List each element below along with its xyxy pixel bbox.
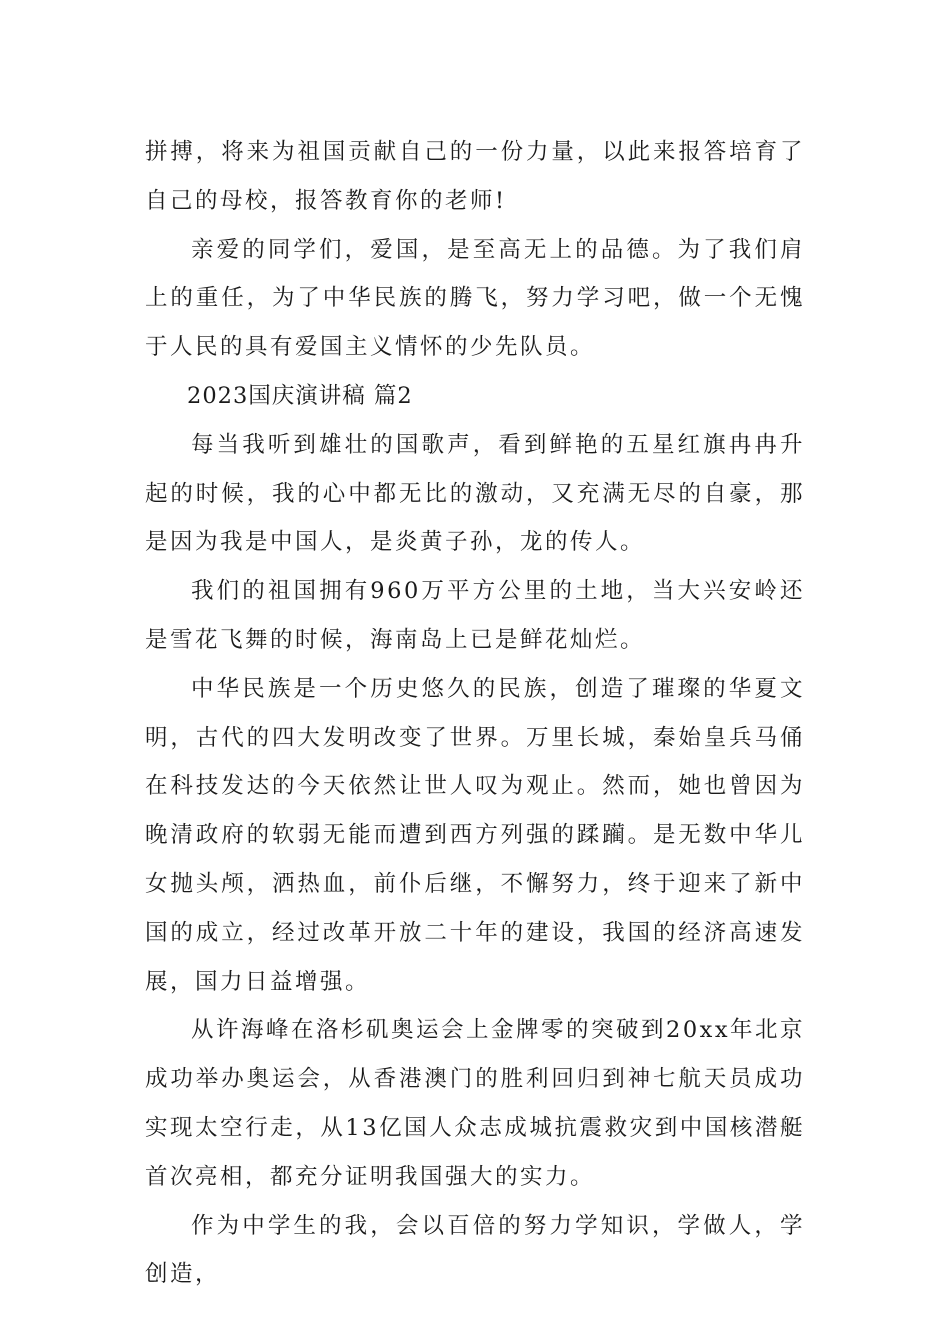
paragraph-continuation: 拼搏，将来为祖国贡献自己的一份力量，以此来报答培育了自己的母校，报答教育你的老师! (145, 139, 805, 214)
section-heading: 2023国庆演讲稿 篇2 (187, 382, 413, 409)
document-body (145, 128, 805, 1299)
paragraph: 作为中学生的我，会以百倍的努力学知识，学做人，学创造， (145, 1212, 805, 1288)
paragraph: 从许海峰在洛杉矶奥运会上金牌零的突破到20xx年北京成功举办奥运会，从香港澳门的胜利回归到神七航天员成功实现太空行走，从13亿国人众志成城抗震救灾到中国核潜艇首次亮相，都充分证明我国强大的实力。 (145, 1017, 806, 1190)
paragraph: 亲爱的同学们，爱国，是至高无上的品德。为了我们肩上的重任，为了中华民族的腾飞，努力学习吧，做一个无愧于人民的具有爱国主义情怀的少先队员。 (145, 236, 805, 361)
paragraph: 我们的祖国拥有960万平方公里的土地，当大兴安岭还是雪花飞舞的时候，海南岛上已是鲜花灿烂。 (145, 578, 805, 653)
paragraph: 每当我听到雄壮的国歌声，看到鲜艳的五星红旗冉冉升起的时候，我的心中都无比的激动，又充满无尽的自豪，那是因为我是中国人，是炎黄子孙，龙的传人。 (145, 431, 805, 556)
paragraph: 中华民族是一个历史悠久的民族，创造了璀璨的华夏文明，古代的四大发明改变了世界。万里长城，秦始皇兵马俑在科技发达的今天依然让世人叹为观止。然而，她也曾因为晚清政府的软弱无能而遭到西方列强的蹂躏。是无数中华儿女抛头颅，洒热血，前仆后继，不懈努力，终于迎来了新中国的成立，经过改革开放二十年的建设，我国的经济高速发展，国力日益增强。 (145, 675, 805, 995)
